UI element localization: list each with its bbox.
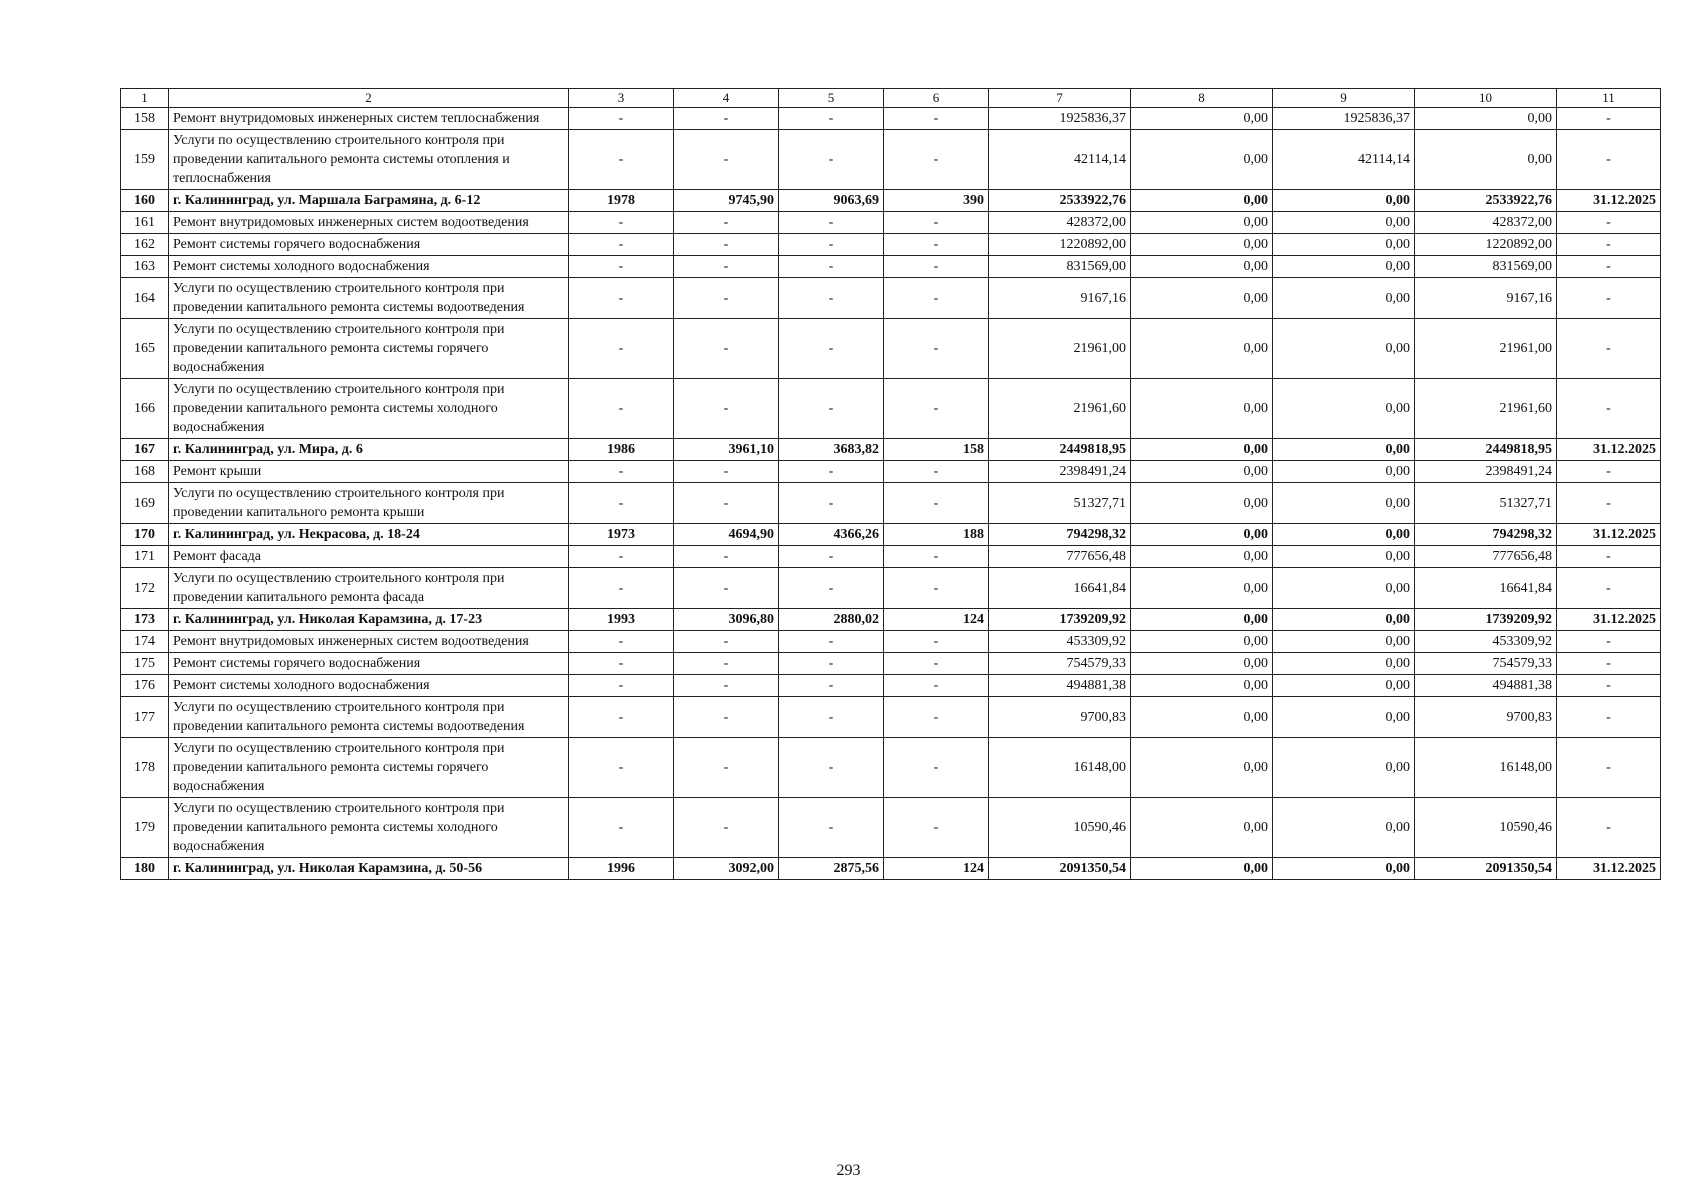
owners-cost: 0,00 bbox=[1273, 190, 1415, 212]
total-cost: 831569,00 bbox=[989, 256, 1131, 278]
year-built: - bbox=[569, 653, 674, 675]
total-area: - bbox=[674, 256, 779, 278]
total-cost: 1925836,37 bbox=[989, 108, 1131, 130]
total-cost: 21961,60 bbox=[989, 379, 1131, 439]
total-area: - bbox=[674, 278, 779, 319]
fund-cost: 0,00 bbox=[1131, 379, 1273, 439]
total-cost: 10590,46 bbox=[989, 798, 1131, 858]
completion-date: - bbox=[1557, 234, 1661, 256]
residents: - bbox=[884, 278, 989, 319]
row-name: г. Калининград, ул. Мира, д. 6 bbox=[169, 439, 569, 461]
row-name: г. Калининград, ул. Николая Карамзина, д. 17-23 bbox=[169, 609, 569, 631]
owners-cost: 0,00 bbox=[1273, 278, 1415, 319]
residents: - bbox=[884, 319, 989, 379]
total-area: - bbox=[674, 319, 779, 379]
col-header: 3 bbox=[569, 89, 674, 108]
total-cost: 428372,00 bbox=[989, 212, 1131, 234]
page-number: 293 bbox=[836, 1162, 861, 1179]
fund-cost: 0,00 bbox=[1131, 568, 1273, 609]
living-area: - bbox=[779, 483, 884, 524]
row-name: Ремонт внутридомовых инженерных систем водоотведения bbox=[169, 212, 569, 234]
fund-cost: 0,00 bbox=[1131, 609, 1273, 631]
owners-cost: 0,00 bbox=[1273, 319, 1415, 379]
owners-cost: 0,00 bbox=[1273, 858, 1415, 880]
completion-date: - bbox=[1557, 738, 1661, 798]
total-area: - bbox=[674, 653, 779, 675]
residents: 124 bbox=[884, 609, 989, 631]
row-name: Ремонт внутридомовых инженерных систем водоотведения bbox=[169, 631, 569, 653]
residents: - bbox=[884, 108, 989, 130]
total-area: 9745,90 bbox=[674, 190, 779, 212]
row-name: г. Калининград, ул. Николая Карамзина, д. 50-56 bbox=[169, 858, 569, 880]
work-row bbox=[121, 697, 1661, 738]
row-number: 175 bbox=[121, 653, 169, 675]
total-cost: 2533922,76 bbox=[989, 190, 1131, 212]
total-area: - bbox=[674, 483, 779, 524]
row-number: 170 bbox=[121, 524, 169, 546]
completion-date: - bbox=[1557, 461, 1661, 483]
table-body bbox=[121, 89, 1661, 880]
total-area: - bbox=[674, 461, 779, 483]
completion-date: 31.12.2025 bbox=[1557, 439, 1661, 461]
living-area: 2880,02 bbox=[779, 609, 884, 631]
owners-cost: 0,00 bbox=[1273, 524, 1415, 546]
fund-cost: 0,00 bbox=[1131, 631, 1273, 653]
total-cost: 9700,83 bbox=[989, 697, 1131, 738]
residents: 188 bbox=[884, 524, 989, 546]
regional-cost: 16641,84 bbox=[1415, 568, 1557, 609]
year-built: 1993 bbox=[569, 609, 674, 631]
row-name: Ремонт системы холодного водоснабжения bbox=[169, 256, 569, 278]
fund-cost: 0,00 bbox=[1131, 234, 1273, 256]
regional-cost: 2398491,24 bbox=[1415, 461, 1557, 483]
row-name: Ремонт крыши bbox=[169, 461, 569, 483]
regional-cost: 21961,00 bbox=[1415, 319, 1557, 379]
row-name: Услуги по осуществлению строительного контроля при проведении капитального ремонта крыши bbox=[169, 483, 569, 524]
total-cost: 777656,48 bbox=[989, 546, 1131, 568]
living-area: - bbox=[779, 212, 884, 234]
col-header: 1 bbox=[121, 89, 169, 108]
year-built: - bbox=[569, 319, 674, 379]
row-number: 180 bbox=[121, 858, 169, 880]
row-number: 162 bbox=[121, 234, 169, 256]
total-area: - bbox=[674, 631, 779, 653]
owners-cost: 0,00 bbox=[1273, 234, 1415, 256]
residents: - bbox=[884, 697, 989, 738]
total-area: 3092,00 bbox=[674, 858, 779, 880]
residents: - bbox=[884, 461, 989, 483]
owners-cost: 0,00 bbox=[1273, 798, 1415, 858]
completion-date: - bbox=[1557, 798, 1661, 858]
regional-cost: 21961,60 bbox=[1415, 379, 1557, 439]
year-built: - bbox=[569, 568, 674, 609]
col-header: 7 bbox=[989, 89, 1131, 108]
building-row bbox=[121, 190, 1661, 212]
row-number: 159 bbox=[121, 130, 169, 190]
col-header: 4 bbox=[674, 89, 779, 108]
year-built: - bbox=[569, 234, 674, 256]
living-area: - bbox=[779, 234, 884, 256]
fund-cost: 0,00 bbox=[1131, 256, 1273, 278]
completion-date: - bbox=[1557, 653, 1661, 675]
year-built: 1973 bbox=[569, 524, 674, 546]
regional-cost: 10590,46 bbox=[1415, 798, 1557, 858]
row-number: 161 bbox=[121, 212, 169, 234]
living-area: - bbox=[779, 546, 884, 568]
row-number: 165 bbox=[121, 319, 169, 379]
completion-date: - bbox=[1557, 212, 1661, 234]
living-area: 3683,82 bbox=[779, 439, 884, 461]
owners-cost: 0,00 bbox=[1273, 439, 1415, 461]
residents: - bbox=[884, 738, 989, 798]
residents: - bbox=[884, 798, 989, 858]
row-number: 167 bbox=[121, 439, 169, 461]
completion-date: - bbox=[1557, 278, 1661, 319]
row-number: 171 bbox=[121, 546, 169, 568]
regional-cost: 16148,00 bbox=[1415, 738, 1557, 798]
year-built: - bbox=[569, 483, 674, 524]
fund-cost: 0,00 bbox=[1131, 653, 1273, 675]
year-built: - bbox=[569, 130, 674, 190]
completion-date: - bbox=[1557, 108, 1661, 130]
building-row bbox=[121, 858, 1661, 880]
completion-date: 31.12.2025 bbox=[1557, 609, 1661, 631]
regional-cost: 453309,92 bbox=[1415, 631, 1557, 653]
fund-cost: 0,00 bbox=[1131, 212, 1273, 234]
row-number: 176 bbox=[121, 675, 169, 697]
fund-cost: 0,00 bbox=[1131, 278, 1273, 319]
completion-date: 31.12.2025 bbox=[1557, 524, 1661, 546]
residents: - bbox=[884, 130, 989, 190]
total-cost: 16641,84 bbox=[989, 568, 1131, 609]
row-name: Услуги по осуществлению строительного контроля при проведении капитального ремонта фасада bbox=[169, 568, 569, 609]
fund-cost: 0,00 bbox=[1131, 130, 1273, 190]
building-row bbox=[121, 609, 1661, 631]
fund-cost: 0,00 bbox=[1131, 319, 1273, 379]
completion-date: 31.12.2025 bbox=[1557, 190, 1661, 212]
work-row bbox=[121, 631, 1661, 653]
row-name: Услуги по осуществлению строительного контроля при проведении капитального ремонта системы горячего водоснабжения bbox=[169, 738, 569, 798]
completion-date: - bbox=[1557, 675, 1661, 697]
row-number: 160 bbox=[121, 190, 169, 212]
total-area: - bbox=[674, 697, 779, 738]
work-row bbox=[121, 568, 1661, 609]
regional-cost: 9167,16 bbox=[1415, 278, 1557, 319]
row-name: г. Калининград, ул. Некрасова, д. 18-24 bbox=[169, 524, 569, 546]
fund-cost: 0,00 bbox=[1131, 858, 1273, 880]
row-number: 166 bbox=[121, 379, 169, 439]
total-cost: 42114,14 bbox=[989, 130, 1131, 190]
work-row bbox=[121, 379, 1661, 439]
row-number: 179 bbox=[121, 798, 169, 858]
regional-cost: 1739209,92 bbox=[1415, 609, 1557, 631]
regional-cost: 777656,48 bbox=[1415, 546, 1557, 568]
total-cost: 453309,92 bbox=[989, 631, 1131, 653]
regional-cost: 0,00 bbox=[1415, 130, 1557, 190]
building-row bbox=[121, 439, 1661, 461]
regional-cost: 2449818,95 bbox=[1415, 439, 1557, 461]
fund-cost: 0,00 bbox=[1131, 798, 1273, 858]
work-row bbox=[121, 653, 1661, 675]
residents: - bbox=[884, 631, 989, 653]
col-header: 6 bbox=[884, 89, 989, 108]
total-cost: 21961,00 bbox=[989, 319, 1131, 379]
work-row bbox=[121, 738, 1661, 798]
total-area: - bbox=[674, 212, 779, 234]
living-area: - bbox=[779, 675, 884, 697]
year-built: - bbox=[569, 798, 674, 858]
living-area: 4366,26 bbox=[779, 524, 884, 546]
row-number: 169 bbox=[121, 483, 169, 524]
owners-cost: 0,00 bbox=[1273, 379, 1415, 439]
work-row bbox=[121, 798, 1661, 858]
row-name: Услуги по осуществлению строительного контроля при проведении капитального ремонта системы холодного водоснабжения bbox=[169, 798, 569, 858]
row-number: 174 bbox=[121, 631, 169, 653]
owners-cost: 0,00 bbox=[1273, 568, 1415, 609]
year-built: - bbox=[569, 256, 674, 278]
year-built: - bbox=[569, 212, 674, 234]
row-name: Услуги по осуществлению строительного контроля при проведении капитального ремонта системы отопления и теплоснабжения bbox=[169, 130, 569, 190]
completion-date: - bbox=[1557, 631, 1661, 653]
year-built: - bbox=[569, 278, 674, 319]
living-area: - bbox=[779, 319, 884, 379]
living-area: - bbox=[779, 108, 884, 130]
owners-cost: 0,00 bbox=[1273, 212, 1415, 234]
row-name: Ремонт системы холодного водоснабжения bbox=[169, 675, 569, 697]
year-built: - bbox=[569, 379, 674, 439]
regional-cost: 794298,32 bbox=[1415, 524, 1557, 546]
living-area: - bbox=[779, 379, 884, 439]
owners-cost: 0,00 bbox=[1273, 738, 1415, 798]
regional-cost: 428372,00 bbox=[1415, 212, 1557, 234]
row-name: Услуги по осуществлению строительного контроля при проведении капитального ремонта системы горячего водоснабжения bbox=[169, 319, 569, 379]
fund-cost: 0,00 bbox=[1131, 108, 1273, 130]
living-area: - bbox=[779, 631, 884, 653]
row-name: Услуги по осуществлению строительного контроля при проведении капитального ремонта системы холодного водоснабжения bbox=[169, 379, 569, 439]
year-built: 1986 bbox=[569, 439, 674, 461]
residents: 390 bbox=[884, 190, 989, 212]
fund-cost: 0,00 bbox=[1131, 697, 1273, 738]
column-number-row bbox=[121, 89, 1661, 108]
year-built: - bbox=[569, 108, 674, 130]
completion-date: - bbox=[1557, 379, 1661, 439]
residents: - bbox=[884, 546, 989, 568]
work-row bbox=[121, 483, 1661, 524]
residents: 158 bbox=[884, 439, 989, 461]
completion-date: - bbox=[1557, 483, 1661, 524]
total-area: - bbox=[674, 130, 779, 190]
regional-cost: 9700,83 bbox=[1415, 697, 1557, 738]
total-cost: 2398491,24 bbox=[989, 461, 1131, 483]
owners-cost: 0,00 bbox=[1273, 461, 1415, 483]
total-cost: 51327,71 bbox=[989, 483, 1131, 524]
col-header: 11 bbox=[1557, 89, 1661, 108]
total-area: - bbox=[674, 108, 779, 130]
regional-cost: 2533922,76 bbox=[1415, 190, 1557, 212]
completion-date: 31.12.2025 bbox=[1557, 858, 1661, 880]
owners-cost: 42114,14 bbox=[1273, 130, 1415, 190]
row-number: 172 bbox=[121, 568, 169, 609]
row-number: 164 bbox=[121, 278, 169, 319]
owners-cost: 0,00 bbox=[1273, 653, 1415, 675]
regional-cost: 51327,71 bbox=[1415, 483, 1557, 524]
owners-cost: 0,00 bbox=[1273, 631, 1415, 653]
total-area: - bbox=[674, 234, 779, 256]
row-number: 177 bbox=[121, 697, 169, 738]
fund-cost: 0,00 bbox=[1131, 461, 1273, 483]
living-area: - bbox=[779, 256, 884, 278]
living-area: - bbox=[779, 461, 884, 483]
owners-cost: 1925836,37 bbox=[1273, 108, 1415, 130]
row-number: 158 bbox=[121, 108, 169, 130]
living-area: - bbox=[779, 697, 884, 738]
row-name: Услуги по осуществлению строительного контроля при проведении капитального ремонта системы водоотведения bbox=[169, 697, 569, 738]
row-name: Ремонт системы горячего водоснабжения bbox=[169, 234, 569, 256]
residents: - bbox=[884, 379, 989, 439]
total-cost: 16148,00 bbox=[989, 738, 1131, 798]
total-area: 3096,80 bbox=[674, 609, 779, 631]
total-cost: 1220892,00 bbox=[989, 234, 1131, 256]
residents: - bbox=[884, 568, 989, 609]
living-area: - bbox=[779, 653, 884, 675]
fund-cost: 0,00 bbox=[1131, 439, 1273, 461]
completion-date: - bbox=[1557, 130, 1661, 190]
total-cost: 794298,32 bbox=[989, 524, 1131, 546]
total-cost: 1739209,92 bbox=[989, 609, 1131, 631]
year-built: - bbox=[569, 631, 674, 653]
owners-cost: 0,00 bbox=[1273, 609, 1415, 631]
fund-cost: 0,00 bbox=[1131, 738, 1273, 798]
total-cost: 9167,16 bbox=[989, 278, 1131, 319]
fund-cost: 0,00 bbox=[1131, 546, 1273, 568]
fund-cost: 0,00 bbox=[1131, 675, 1273, 697]
total-area: - bbox=[674, 546, 779, 568]
col-header: 8 bbox=[1131, 89, 1273, 108]
total-area: - bbox=[674, 568, 779, 609]
completion-date: - bbox=[1557, 319, 1661, 379]
year-built: - bbox=[569, 697, 674, 738]
building-row bbox=[121, 524, 1661, 546]
row-name: Ремонт внутридомовых инженерных систем теплоснабжения bbox=[169, 108, 569, 130]
living-area: - bbox=[779, 798, 884, 858]
row-name: Услуги по осуществлению строительного контроля при проведении капитального ремонта системы водоотведения bbox=[169, 278, 569, 319]
work-row bbox=[121, 212, 1661, 234]
residents: - bbox=[884, 256, 989, 278]
work-row bbox=[121, 278, 1661, 319]
year-built: - bbox=[569, 546, 674, 568]
residents: - bbox=[884, 234, 989, 256]
year-built: - bbox=[569, 461, 674, 483]
regional-cost: 1220892,00 bbox=[1415, 234, 1557, 256]
total-cost: 754579,33 bbox=[989, 653, 1131, 675]
year-built: 1978 bbox=[569, 190, 674, 212]
row-number: 178 bbox=[121, 738, 169, 798]
work-row bbox=[121, 675, 1661, 697]
regional-cost: 494881,38 bbox=[1415, 675, 1557, 697]
col-header: 5 bbox=[779, 89, 884, 108]
completion-date: - bbox=[1557, 546, 1661, 568]
year-built: 1996 bbox=[569, 858, 674, 880]
regional-cost: 2091350,54 bbox=[1415, 858, 1557, 880]
living-area: - bbox=[779, 568, 884, 609]
regional-cost: 831569,00 bbox=[1415, 256, 1557, 278]
residents: - bbox=[884, 212, 989, 234]
total-cost: 494881,38 bbox=[989, 675, 1131, 697]
residents: - bbox=[884, 653, 989, 675]
row-number: 163 bbox=[121, 256, 169, 278]
residents: - bbox=[884, 483, 989, 524]
regional-cost: 0,00 bbox=[1415, 108, 1557, 130]
total-cost: 2449818,95 bbox=[989, 439, 1131, 461]
completion-date: - bbox=[1557, 256, 1661, 278]
row-name: г. Калининград, ул. Маршала Баграмяна, д. 6-12 bbox=[169, 190, 569, 212]
owners-cost: 0,00 bbox=[1273, 697, 1415, 738]
total-area: 3961,10 bbox=[674, 439, 779, 461]
work-row bbox=[121, 108, 1661, 130]
regional-cost: 754579,33 bbox=[1415, 653, 1557, 675]
living-area: - bbox=[779, 738, 884, 798]
work-row bbox=[121, 130, 1661, 190]
living-area: - bbox=[779, 130, 884, 190]
owners-cost: 0,00 bbox=[1273, 256, 1415, 278]
work-row bbox=[121, 461, 1661, 483]
total-area: - bbox=[674, 738, 779, 798]
col-header: 10 bbox=[1415, 89, 1557, 108]
total-cost: 2091350,54 bbox=[989, 858, 1131, 880]
year-built: - bbox=[569, 738, 674, 798]
living-area: - bbox=[779, 278, 884, 319]
fund-cost: 0,00 bbox=[1131, 524, 1273, 546]
row-name: Ремонт фасада bbox=[169, 546, 569, 568]
col-header: 2 bbox=[169, 89, 569, 108]
col-header: 9 bbox=[1273, 89, 1415, 108]
work-row bbox=[121, 319, 1661, 379]
fund-cost: 0,00 bbox=[1131, 190, 1273, 212]
work-row bbox=[121, 256, 1661, 278]
completion-date: - bbox=[1557, 697, 1661, 738]
row-number: 168 bbox=[121, 461, 169, 483]
owners-cost: 0,00 bbox=[1273, 483, 1415, 524]
fund-cost: 0,00 bbox=[1131, 483, 1273, 524]
living-area: 2875,56 bbox=[779, 858, 884, 880]
total-area: - bbox=[674, 379, 779, 439]
living-area: 9063,69 bbox=[779, 190, 884, 212]
work-row bbox=[121, 546, 1661, 568]
total-area: - bbox=[674, 798, 779, 858]
total-area: - bbox=[674, 675, 779, 697]
repair-program-table bbox=[120, 88, 1661, 880]
residents: 124 bbox=[884, 858, 989, 880]
work-row bbox=[121, 234, 1661, 256]
year-built: - bbox=[569, 675, 674, 697]
owners-cost: 0,00 bbox=[1273, 546, 1415, 568]
row-number: 173 bbox=[121, 609, 169, 631]
total-area: 4694,90 bbox=[674, 524, 779, 546]
row-name: Ремонт системы горячего водоснабжения bbox=[169, 653, 569, 675]
owners-cost: 0,00 bbox=[1273, 675, 1415, 697]
residents: - bbox=[884, 675, 989, 697]
completion-date: - bbox=[1557, 568, 1661, 609]
